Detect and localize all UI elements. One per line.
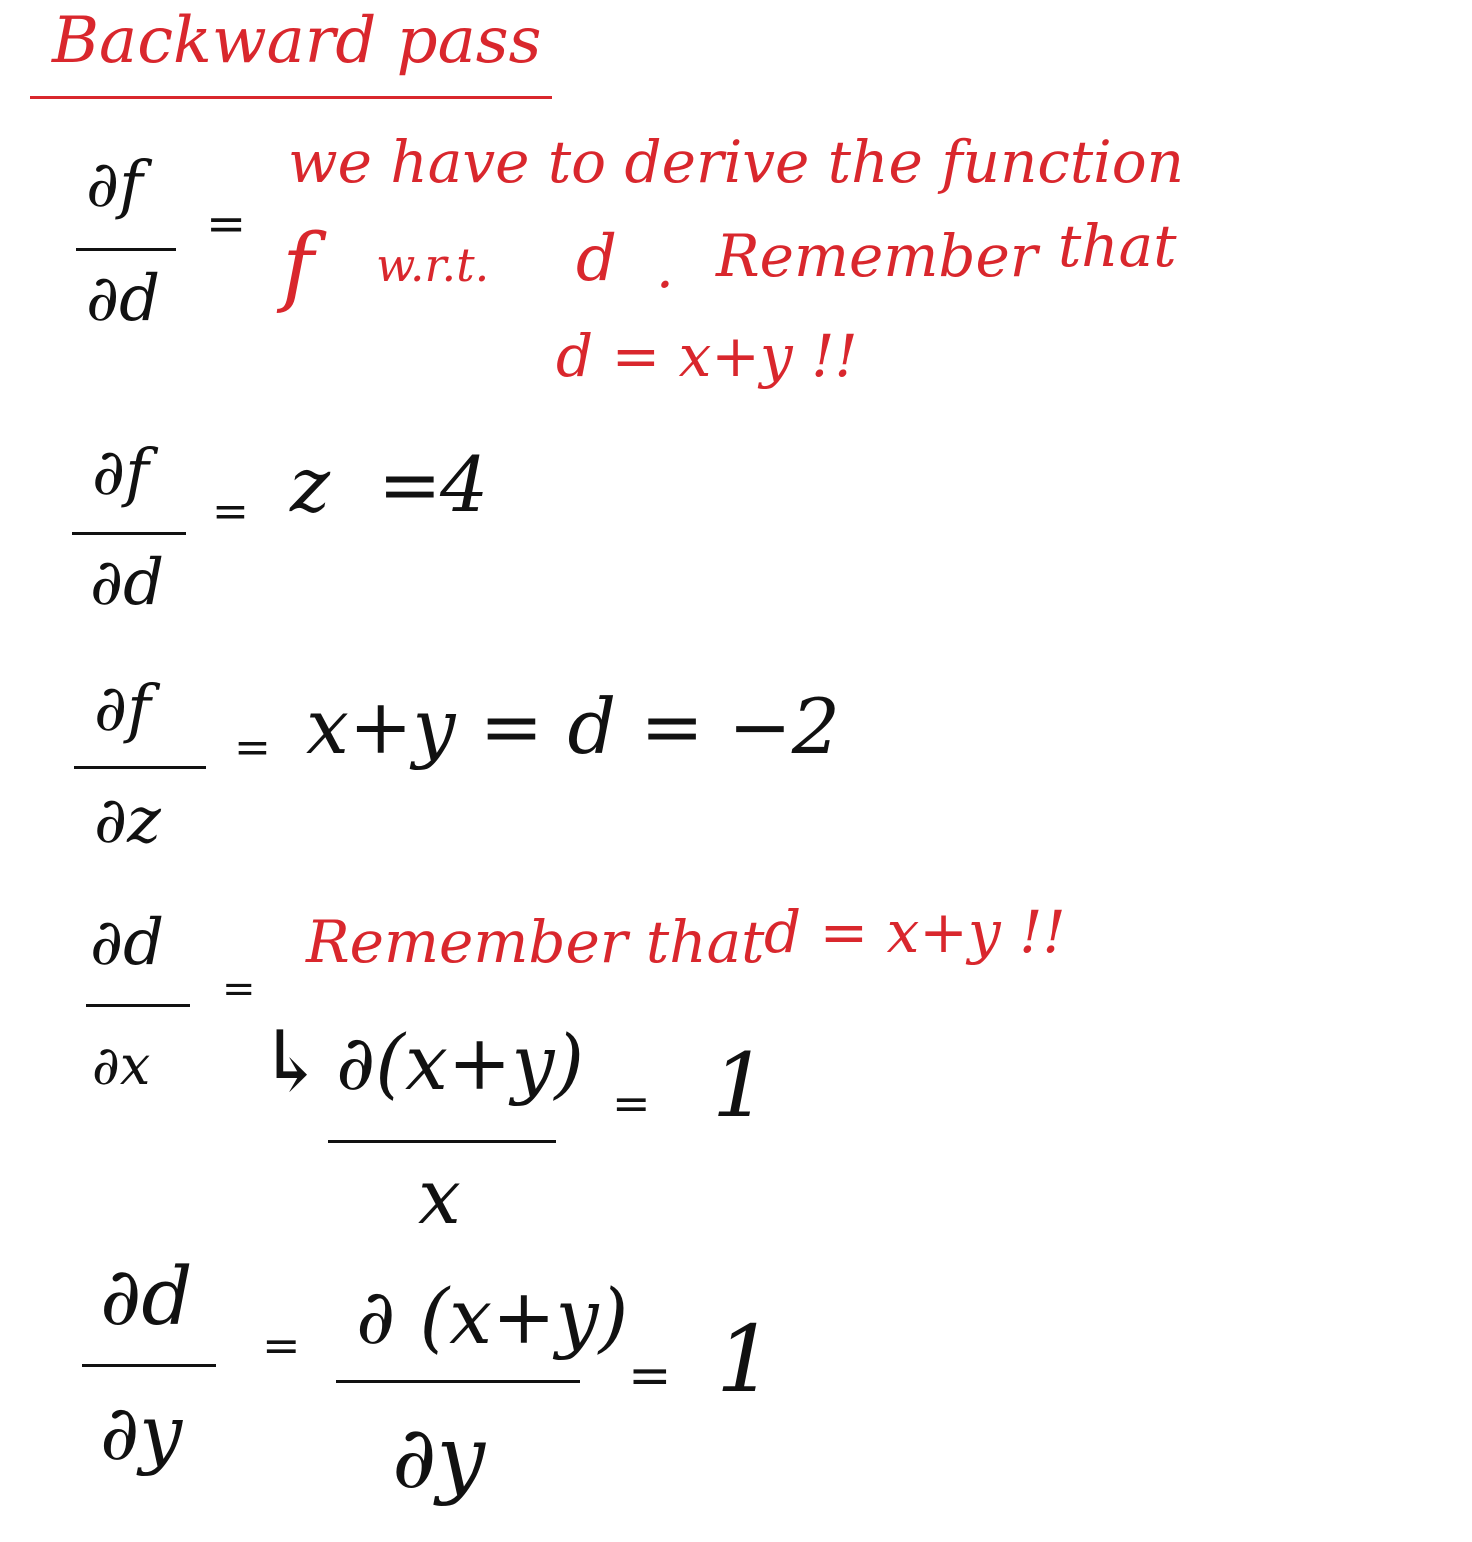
eq4-note-d: d = x+y !! [764,898,1066,966]
eq5-equals: = [262,1318,301,1372]
eq4-arrow: ↳ [256,1012,327,1110]
title-underline [30,96,552,99]
eq1-equals: = [206,196,247,252]
eq1-note-remember: Remember [716,222,1038,290]
eq1-note-dot: . [656,236,674,301]
eq1-note-that: that [1058,212,1177,280]
eq1-note-wrt: w.r.t. [376,238,490,292]
eq3-denominator: ∂z [94,784,161,858]
eq2-rhs-z: z [290,440,331,529]
eq5-equals-b: = [628,1346,672,1406]
page-title: Backward pass [52,4,542,78]
eq5-inner-numerator: ∂ (x+y) [356,1272,629,1361]
eq1-numerator: ∂f [86,148,143,222]
eq4-fraction-line [86,1004,190,1007]
eq1-denominator: ∂d [86,262,161,336]
eq2-equals: = [212,486,249,537]
eq4-equals: = [222,966,256,1012]
eq1-note-line3: d = x+y !! [556,322,858,390]
eq5-inner-denominator: ∂y [392,1408,486,1508]
eq5-result: 1 [716,1306,775,1413]
eq2-rhs-value: 4 [440,440,489,529]
eq4-note: Remember that [306,908,765,976]
eq4-numerator: ∂d [90,906,165,980]
eq3-equals: = [234,722,271,773]
eq4-result: 1 [712,1034,768,1137]
eq5-numerator: ∂d [100,1250,193,1343]
eq2-denominator: ∂d [90,546,165,620]
eq5-fraction-line [82,1364,216,1367]
eq5-inner-fraction-line [336,1380,580,1383]
eq3-numerator: ∂f [94,672,151,746]
eq1-note-d: d [576,222,617,296]
eq2-fraction-line [72,532,186,535]
eq3-rhs: x+y = d = −2 [306,682,841,771]
eq3-fraction-line [74,766,206,769]
eq4-inner-denominator: x [418,1152,461,1241]
eq4-denominator: ∂x [92,1034,151,1097]
eq1-note-line1: we have to derive the function [288,128,1184,196]
eq4-inner-numerator: ∂(x+y) [336,1018,585,1107]
eq1-note-f: f [282,216,314,316]
eq2-numerator: ∂f [92,436,149,510]
eq5-denominator: ∂y [100,1388,183,1477]
eq2-equals-b: = [378,440,442,529]
eq1-fraction-line [76,248,176,251]
eq4-equals-b: = [612,1076,651,1130]
eq4-inner-fraction-line [328,1140,556,1143]
